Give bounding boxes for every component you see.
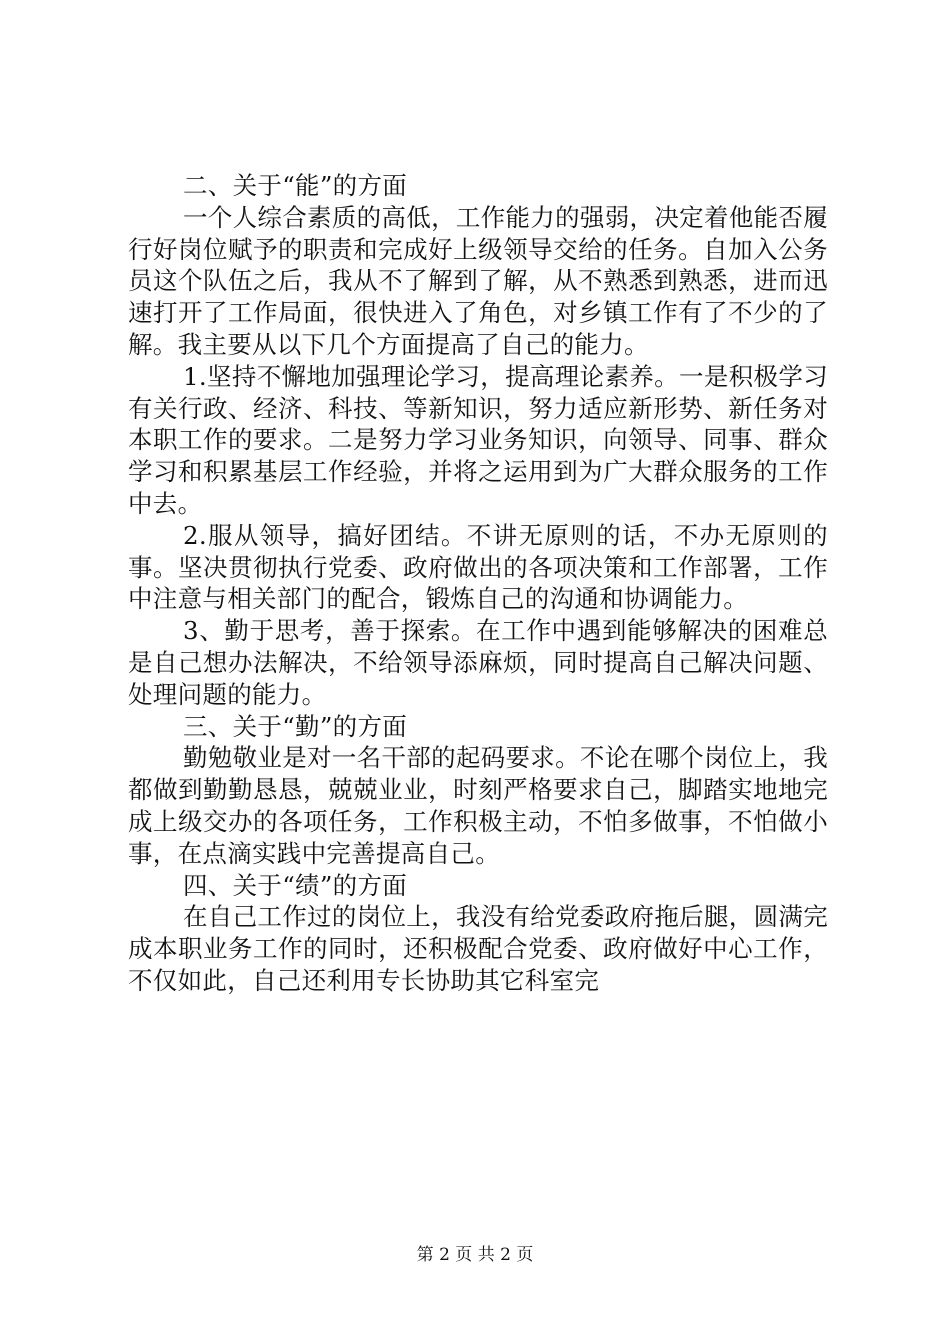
page-footer: 第 2 页 共 2 页 (416, 1245, 534, 1265)
paragraph-achievement: 在自己工作过的岗位上，我没有给党委政府拖后腿，圆满完成本职业务工作的同时，还积极配合党委、政府做好中心工作，不仅如此，自己还利用专长协助其它科室完 (128, 902, 828, 995)
paragraph-ability-intro: 一个人综合素质的高低，工作能力的强弱，决定着他能否履行好岗位赋予的职责和完成好上级领导交给的任务。自加入公务员这个队伍之后，我从不了解到了解，从不熟悉到熟悉，进而迅速打开了工作局面，很快进入了角色，对乡镇工作有了不少的了解。我主要从以下几个方面提高了自己的能力。 (128, 202, 828, 359)
paragraph-diligence: 勤勉敬业是对一名干部的起码要求。不论在哪个岗位上，我都做到勤勤恳恳，兢兢业业，时刻严格要求自己，脚踏实地地完成上级交办的各项任务，工作积极主动，不怕多做事，不怕做小事，在点滴实践中完善提高自己。 (128, 743, 828, 868)
section-heading-achievement: 四、关于“绩”的方面 (183, 870, 408, 900)
paragraph-theory-study: 1.坚持不懈地加强理论学习，提高理论素养。一是积极学习有关行政、经济、科技、等新知识，努力适应新形势、新任务对本职工作的要求。二是努力学习业务知识，向领导、同事、群众学习和积累基层工作经验，并将之运用到为广大群众服务的工作中去。 (128, 361, 828, 518)
section-heading-ability: 二、关于“能”的方面 (183, 171, 408, 200)
paragraph-obey-leadership: 2.服从领导，搞好团结。不讲无原则的话，不办无原则的事。坚决贯彻执行党委、政府做出的各项决策和工作部署，工作中注意与相关部门的配合，锻炼自己的沟通和协调能力。 (128, 520, 828, 614)
section-heading-diligence: 三、关于“勤”的方面 (183, 711, 408, 741)
paragraph-thinking-exploring: 3、勤于思考，善于探索。在工作中遇到能够解决的困难总是自己想办法解决，不给领导添麻烦，同时提高自己解决问题、处理问题的能力。 (128, 616, 828, 709)
document-body (128, 170, 828, 997)
